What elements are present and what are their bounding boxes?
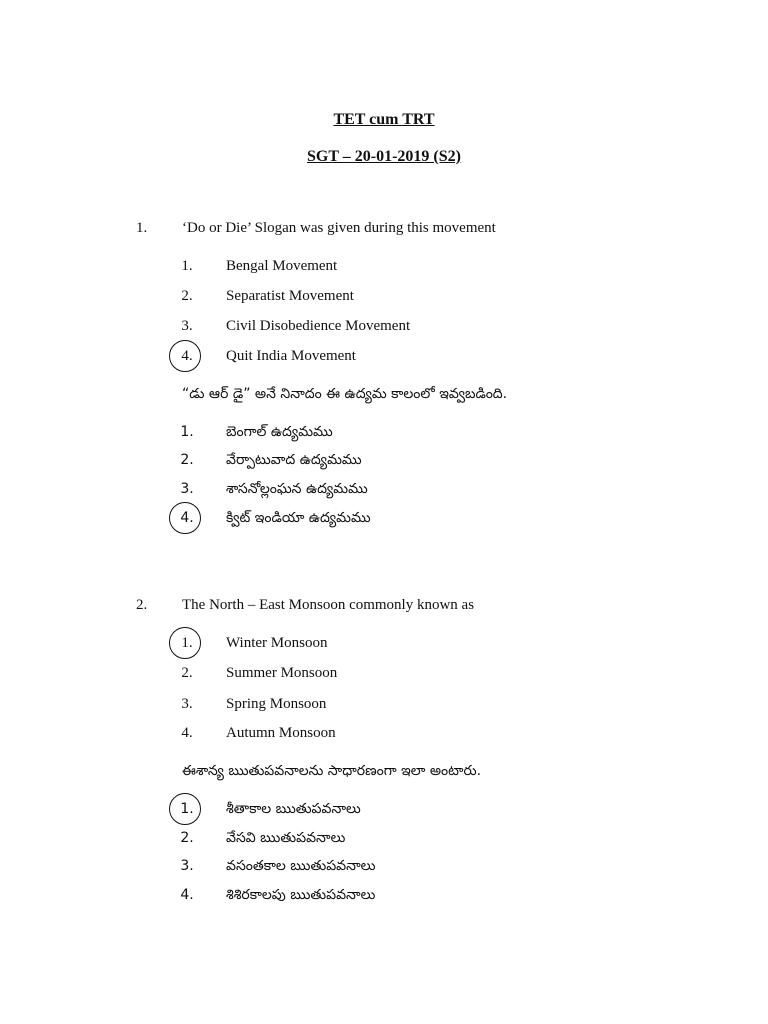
question-text-telugu: ఈశాన్య ఋతుపవనాలను సాధారణంగా ఇలా అంటారు. <box>182 763 482 779</box>
option-text-telugu: బెంగాల్ ఉద్యమము <box>226 424 333 440</box>
option-text-telugu: క్విట్ ఇండియా ఉద్యమము <box>226 510 371 526</box>
option-number: 1. <box>180 424 194 440</box>
question-text: The North – East Monsoon commonly known as <box>182 597 475 613</box>
question-text: ‘Do or Die’ Slogan was given during this movement <box>182 220 496 236</box>
option-text: Summer Monsoon <box>226 665 338 681</box>
option-text: Spring Monsoon <box>226 696 327 712</box>
option-number: 2. <box>180 452 194 468</box>
option-number: 3. <box>180 858 194 874</box>
page-title: TET cum TRT <box>333 111 435 128</box>
option-text-telugu: వేర్పాటువాద ఉద్యమము <box>226 452 362 468</box>
question-text-telugu: “డు ఆర్ డై” అనే నినాదం ఈ ఉద్యమ కాలంలో ఇవ్వబడింది. <box>182 386 508 402</box>
option-number: 1. <box>181 258 193 274</box>
option-text-telugu: వసంతకాల ఋతుపవనాలు <box>226 858 376 874</box>
option-number: 3. <box>181 696 193 712</box>
option-text: Quit India Movement <box>226 348 356 364</box>
answer-circle-icon <box>169 793 201 825</box>
question-number: 1. <box>136 220 148 236</box>
option-number: 4. <box>180 510 194 526</box>
option-number: 2. <box>181 288 193 304</box>
option-number: 2. <box>181 665 193 681</box>
option-number: 4. <box>180 887 194 903</box>
answer-circle-icon <box>169 627 201 659</box>
answer-circle-icon <box>169 502 201 534</box>
option-text: Winter Monsoon <box>226 635 328 651</box>
option-number: 1. <box>181 635 193 651</box>
option-text-telugu: వేసవి ఋతుపవనాలు <box>226 830 346 846</box>
page-subtitle: SGT – 20-01-2019 (S2) <box>307 148 461 165</box>
option-text: Autumn Monsoon <box>226 725 336 741</box>
option-text-telugu: శాసనోల్లంఘన ఉద్యమము <box>226 481 368 497</box>
option-number: 4. <box>181 725 193 741</box>
option-text-telugu: శీతాకాల ఋతుపవనాలు <box>226 801 361 817</box>
option-text-telugu: శిశిరకాలపు ఋతుపవనాలు <box>226 887 376 903</box>
answer-circle-icon <box>169 340 201 372</box>
option-number: 4. <box>181 348 193 364</box>
option-text: Separatist Movement <box>226 288 354 304</box>
option-number: 2. <box>180 830 194 846</box>
option-text: Civil Disobedience Movement <box>226 318 411 334</box>
option-number: 3. <box>181 318 193 334</box>
option-text: Bengal Movement <box>226 258 338 274</box>
question-number: 2. <box>136 597 148 613</box>
option-number: 1. <box>180 801 194 817</box>
option-number: 3. <box>180 481 194 497</box>
